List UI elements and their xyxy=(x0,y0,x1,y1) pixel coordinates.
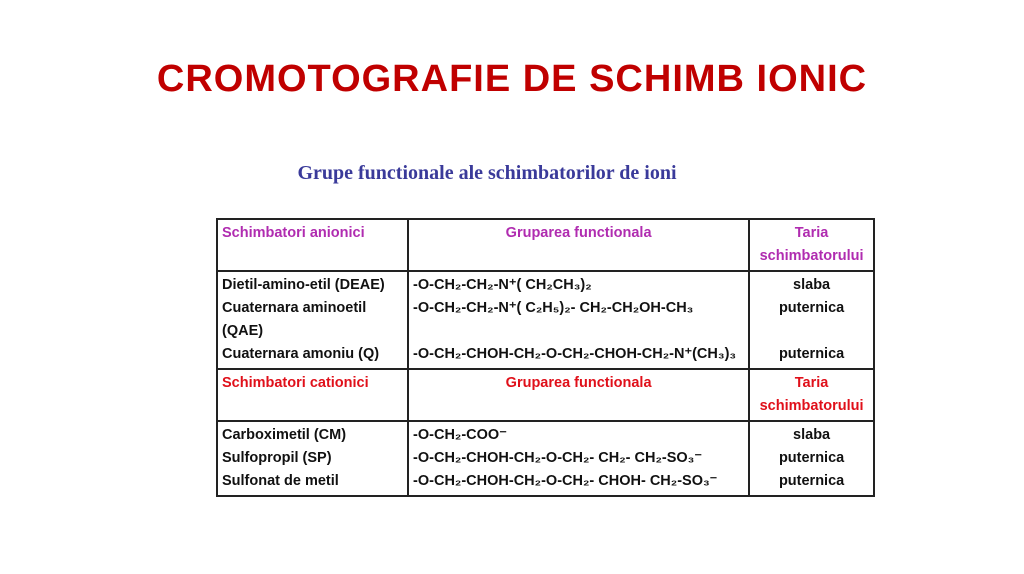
cation-body-row xyxy=(217,421,874,496)
exchanger-name: Sulfonat de metil xyxy=(222,473,339,489)
anion-header-strength: Taria schimbatorului xyxy=(749,219,874,271)
exchanger-name: Cuaternara amoniu (Q) xyxy=(222,346,380,362)
anion-names xyxy=(217,271,408,369)
functional-group: -O-CH₂-CHOH-CH₂-O-CH₂- CH₂- CH₂-SO₃⁻ xyxy=(413,450,703,466)
functional-group: -O-CH₂-CHOH-CH₂-O-CH₂-CHOH-CH₂-N⁺(CH₃)₃ xyxy=(413,346,737,362)
strength: puternica xyxy=(778,473,845,489)
cation-header-name: Schimbatori cationici xyxy=(217,369,408,421)
anion-header-name: Schimbatori anionici xyxy=(217,219,408,271)
strength: slaba xyxy=(793,427,831,443)
cation-header-row xyxy=(217,369,874,421)
anion-strengths xyxy=(749,271,874,369)
strength: puternica xyxy=(778,300,845,316)
exchanger-name: Cuaternara aminoetil xyxy=(222,300,367,316)
cation-header-group: Gruparea functionala xyxy=(408,369,749,421)
functional-group: -O-CH₂-COO⁻ xyxy=(413,427,507,443)
strength: puternica xyxy=(778,346,845,362)
exchanger-name: Carboximetil (CM) xyxy=(222,427,347,443)
functional-group xyxy=(413,320,744,343)
functional-group: -O-CH₂-CHOH-CH₂-O-CH₂- CHOH- CH₂-SO₃⁻ xyxy=(413,473,718,489)
functional-group: -O-CH₂-CH₂-N⁺( C₂H₅)₂- CH₂-CH₂OH-CH₃ xyxy=(413,300,694,316)
strength: puternica xyxy=(778,450,845,466)
strength: slaba xyxy=(793,277,831,293)
anion-body-row xyxy=(217,271,874,369)
strength xyxy=(754,320,869,343)
exchanger-name: (QAE) xyxy=(222,323,264,339)
ion-exchanger-table xyxy=(216,218,875,497)
anion-groups xyxy=(408,271,749,369)
anion-header-row xyxy=(217,219,874,271)
cation-groups xyxy=(408,421,749,496)
functional-group: -O-CH₂-CH₂-N⁺( CH₂CH₃)₂ xyxy=(413,277,592,293)
table-caption: Grupe functionale ale schimbatorilor de ioni xyxy=(297,162,677,184)
exchanger-name: Sulfopropil (SP) xyxy=(222,450,332,466)
cation-header-strength: Taria schimbatorului xyxy=(749,369,874,421)
cation-names xyxy=(217,421,408,496)
exchanger-name: Dietil-amino-etil (DEAE) xyxy=(222,277,385,293)
anion-header-group: Gruparea functionala xyxy=(408,219,749,271)
cation-strengths xyxy=(749,421,874,496)
slide-title: CROMOTOGRAFIE DE SCHIMB IONIC xyxy=(156,58,868,100)
